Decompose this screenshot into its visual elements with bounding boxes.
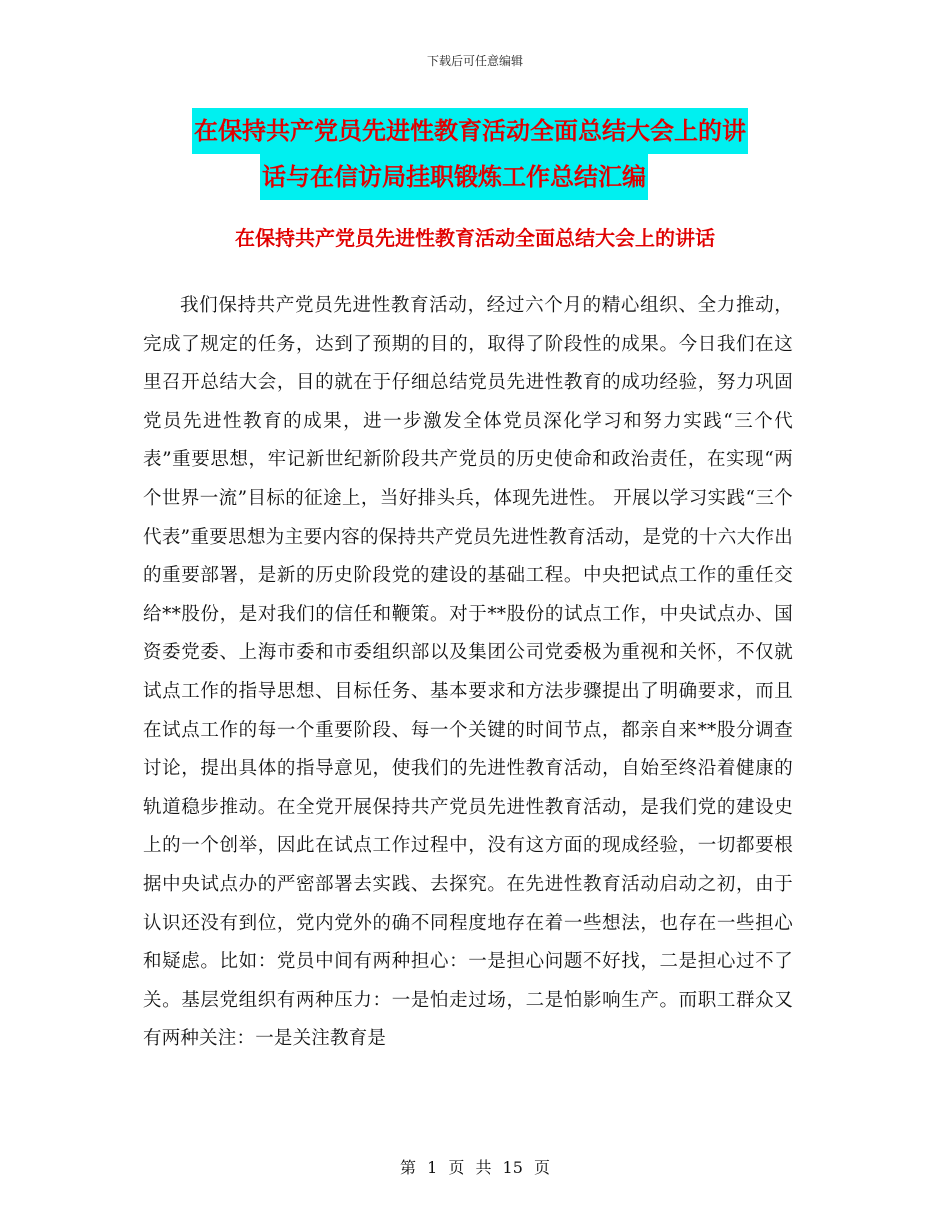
body-paragraph: 我们保持共产党员先进性教育活动，经过六个月的精心组织、全力推动，完成了规定的任务，达到了预期的目的，取得了阶段性的成果。今日我们在这里召开总结大会，目的就在于仔细总结党员先进性教育的成功经验，努力巩固党员先进性教育的成果，进一步激发全体党员深化学习和努力实践“三个代表”重要思想，牢记新世纪新阶段共产党员的历史使命和政治责任，在实现“两个世界一流”目标的征途上，当好排头兵，体现先进性。 开展以学习实践“三个代表”重要思想为主要内容的保持共产党员先进性教育活动，是党的十六大作出的重要部署，是新的历史阶段党的建设的基础工程。中央把试点工作的重任交给**股份，是对我们的信任和鞭策。对于**股份的试点工作，中央试点办、国资委党委、上海市委和市委组织部以及集团公司党委极为重视和关怀，不仅就试点工作的指导思想、目标任务、基本要求和方法步骤提出了明确要求，而且在试点工作的每一个重要阶段、每一个关键的时间节点，都亲自来**股分调查讨论，提出具体的指导意见，使我们的先进性教育活动，自始至终沿着健康的轨道稳步推动。在全党开展保持共产党员先进性教育活动，是我们党的建设史上的一个创举，因此在试点工作过程中，没有这方面的现成经验，一切都要根据中央试点办的严密部署去实践、去探究。在先进性教育活动启动之初，由于认识还没有到位，党内党外的确不同程度地存在着一些想法，也存在一些担心和疑虑。比如：党员中间有两种担心：一是担心问题不好找，二是担心过不了关。基层党组织有两种压力：一是怕走过场，二是怕影响生产。而职工群众又有两种关注：一是关注教育是 (143, 295, 793, 1050)
page-footer: 第 1 页 共 15 页 (400, 1158, 550, 1177)
header-note: 下载后可任意编辑 (426, 54, 523, 68)
section-heading: 在保持共产党员先进性教育活动全面总结大会上的讲话 (235, 226, 715, 250)
document-title (150, 108, 850, 200)
title-line-2: 话与在信访局挂职锻炼工作总结汇编 (260, 154, 648, 200)
title-line-1: 在保持共产党员先进性教育活动全面总结大会上的讲 (192, 108, 748, 154)
